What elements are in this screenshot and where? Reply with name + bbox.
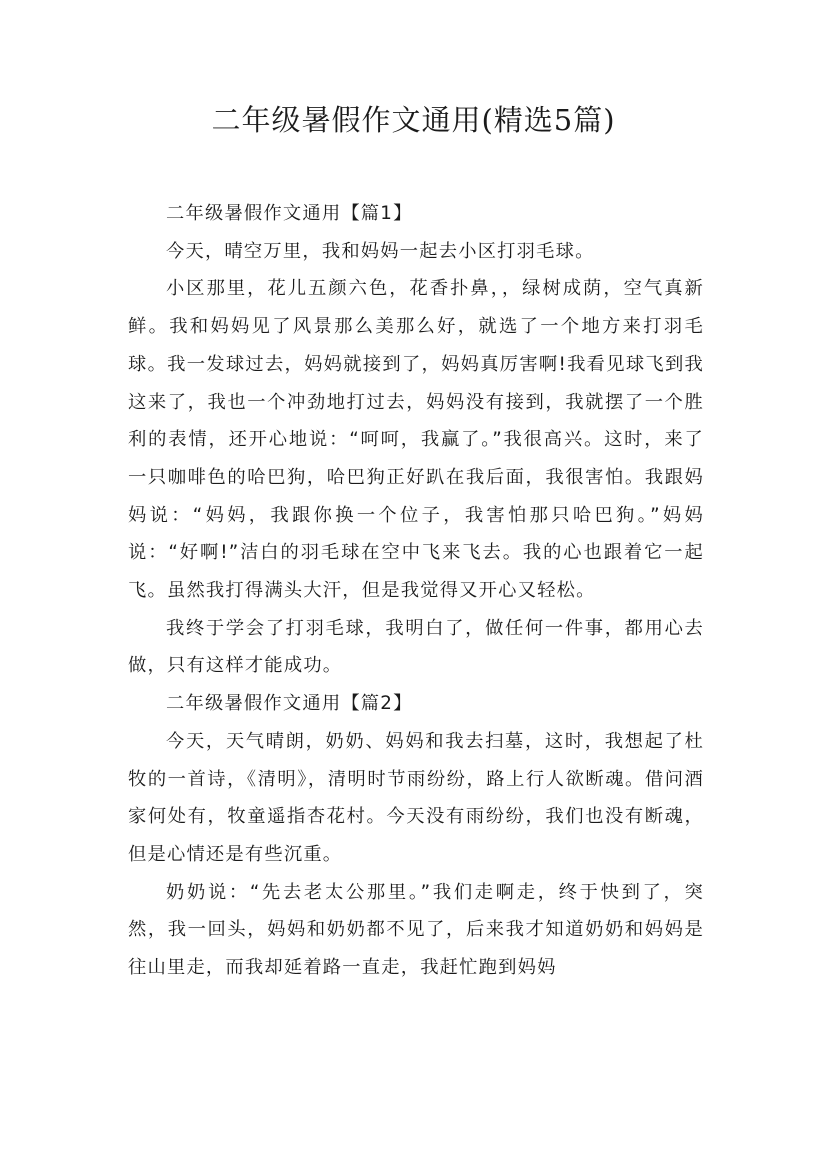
- paragraph: 我终于学会了打羽毛球，我明白了，做任何一件事，都用心去做，只有这样才能成功。: [128, 617, 704, 677]
- paragraph: 今天，天气晴朗，奶奶、妈妈和我去扫墓，这时，我想起了杜牧的一首诗，《清明》，清明时节雨纷纷，路上行人欲断魂。借问酒家何处有，牧童遥指杏花村。今天没有雨纷纷，我们也没有断魂，但是心情还是有些沉重。: [128, 730, 704, 865]
- section-heading: 二年级暑假作文通用【篇2】: [166, 693, 413, 715]
- paragraph: 奶奶说：“先去老太公那里。”我们走啊走，终于快到了，突然，我一回头，妈妈和奶奶都不见了，后来我才知道奶奶和妈妈是往山里走，而我却延着路一直走，我赶忙跑到妈妈: [128, 881, 704, 979]
- document-body: [128, 195, 704, 987]
- paragraph: 今天，晴空万里，我和妈妈一起去小区打羽毛球。: [166, 240, 595, 262]
- section-heading: 二年级暑假作文通用【篇1】: [166, 203, 413, 224]
- paragraph: 小区那里，花儿五颜六色，花香扑鼻，，绿树成荫，空气真新鲜。我和妈妈见了风景那么美那么好，就选了一个地方来打羽毛球。我一发球过去，妈妈就接到了，妈妈真厉害啊!我看见球飞到我这来了，我也一个冲劲地打过去，妈妈没有接到，我就摆了一个胜利的表情，还开心地说：“呵呵，我赢了。”我很高兴。这时，来了一只咖啡色的哈巴狗，哈巴狗正好趴在我后面，我很害怕。我跟妈妈说：“妈妈，我跟你换一个位子，我害怕那只哈巴狗。”妈妈说：“好啊!”洁白的羽毛球在空中飞来飞去。我的心也跟着它一起飞。虽然我打得满头大汗，但是我觉得又开心又轻松。: [128, 278, 704, 602]
- document-title: 二年级暑假作文通用(精选5篇): [211, 103, 616, 137]
